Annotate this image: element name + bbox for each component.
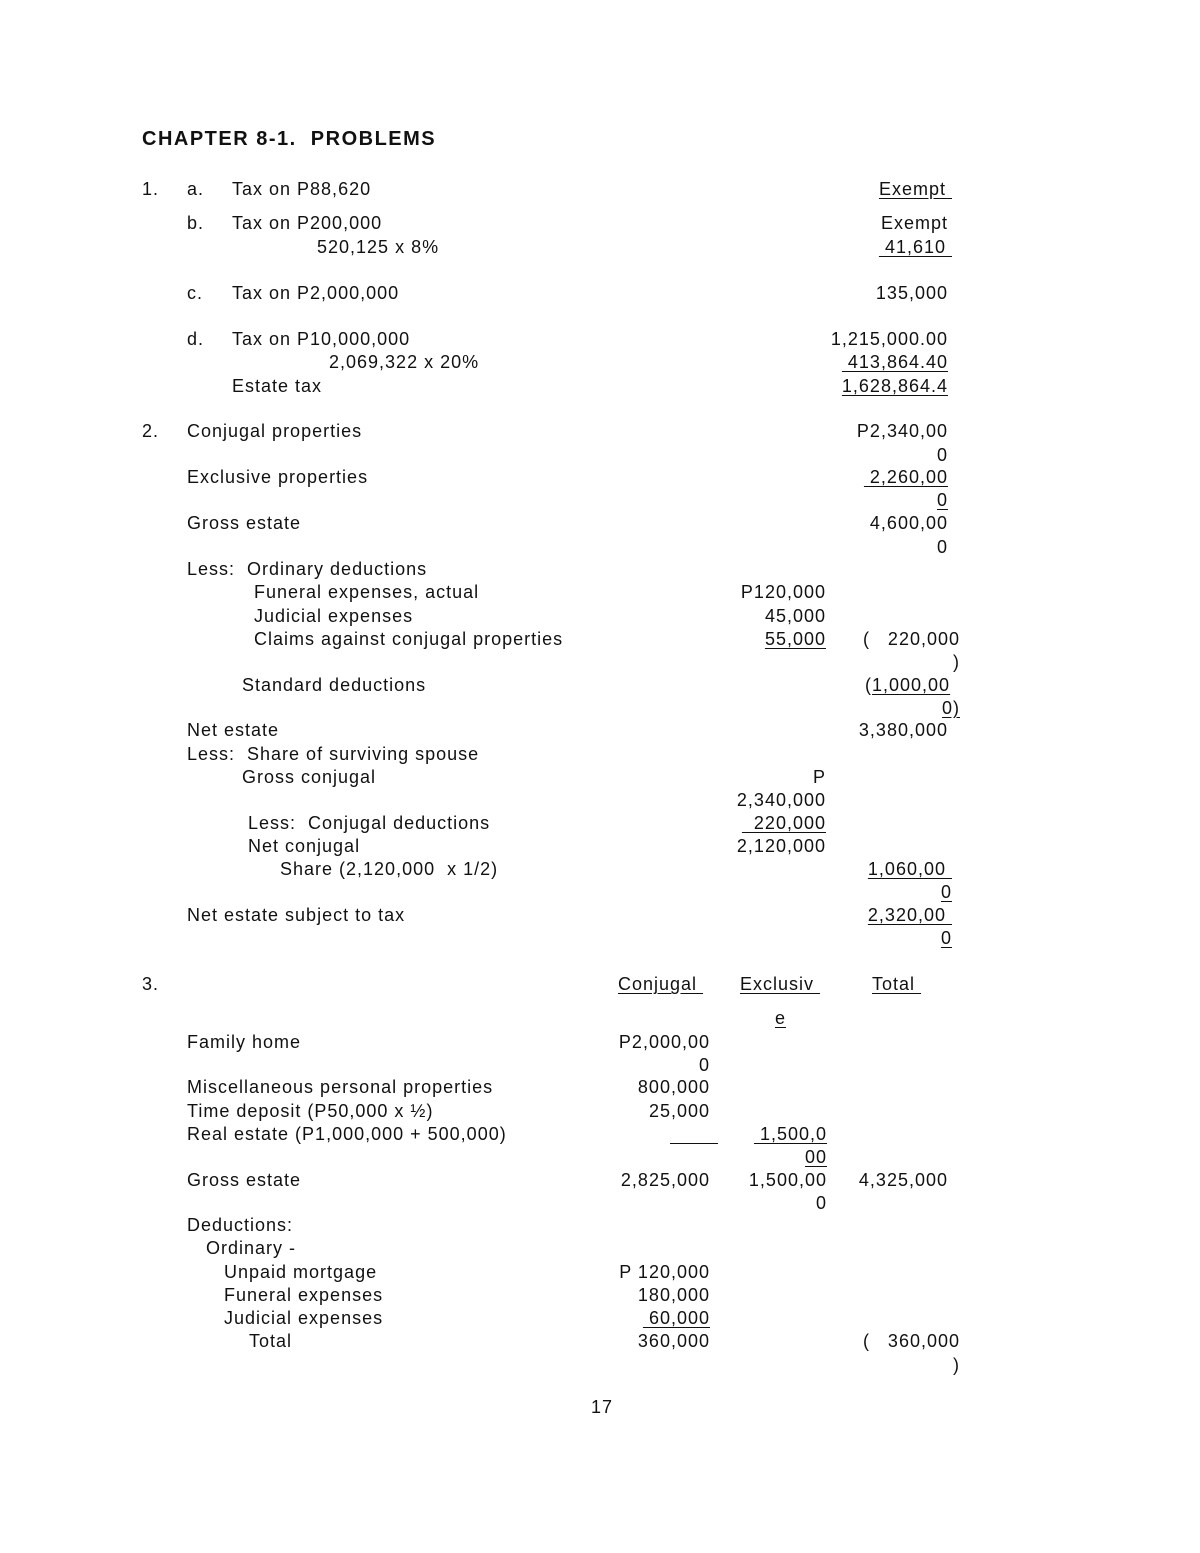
p2-funeral-label: Funeral expenses, actual bbox=[254, 582, 480, 602]
p2-net-conjugal-amount: 2,120,000 bbox=[736, 836, 826, 856]
p3-funeral-conjugal: 180,000 bbox=[637, 1285, 710, 1305]
p3-real-exclusive: 1,500,0 bbox=[753, 1124, 827, 1144]
p3-deductions-label: Deductions: bbox=[187, 1215, 294, 1235]
p2-net-conjugal-label: Net conjugal bbox=[248, 836, 361, 856]
p2-standard-label: Standard deductions bbox=[242, 675, 427, 695]
p1-d-letter: d. bbox=[187, 329, 205, 349]
p2-funeral-amount: P120,000 bbox=[740, 582, 826, 602]
p3-family-label: Family home bbox=[187, 1032, 302, 1052]
p3-total-total: ( 360,000 bbox=[862, 1331, 960, 1351]
p2-standard-paren: ( bbox=[865, 675, 872, 695]
p3-funeral-label: Funeral expenses bbox=[224, 1285, 384, 1305]
p1-d-label: Tax on P10,000,000 bbox=[232, 329, 411, 349]
p3-col-conjugal: Conjugal bbox=[618, 974, 704, 994]
p1-b-letter: b. bbox=[187, 213, 205, 233]
p1-b-amount: Exempt bbox=[880, 213, 948, 233]
p2-claims-label: Claims against conjugal properties bbox=[254, 629, 564, 649]
page-number: 17 bbox=[591, 1397, 614, 1417]
p2-net-amount: 3,380,000 bbox=[858, 720, 948, 740]
p2-conjugal-amount: P2,340,00 bbox=[856, 421, 948, 441]
p1-d-calc-amount: 413,864.40 bbox=[841, 352, 948, 372]
p2-claims-total: ( 220,000 bbox=[862, 629, 960, 649]
p1-d-calc: 2,069,322 x 20% bbox=[329, 352, 480, 372]
p3-real-label: Real estate (P1,000,000 + 500,000) bbox=[187, 1124, 507, 1144]
p2-net-tax-amount-wrap: 0 bbox=[940, 928, 952, 948]
p3-real-conjugal bbox=[670, 1123, 718, 1145]
p3-gross-exclusive-wrap: 0 bbox=[815, 1193, 827, 1213]
p2-net-tax-amount: 2,320,00 bbox=[867, 905, 952, 925]
p2-claims-amount: 55,000 bbox=[764, 629, 826, 649]
p2-judicial-label: Judicial expenses bbox=[254, 606, 414, 626]
p3-mortgage-label: Unpaid mortgage bbox=[224, 1262, 378, 1282]
p1-a-label: Tax on P88,620 bbox=[232, 179, 372, 199]
p1-d-estate-amount: 1,628,864.4 bbox=[841, 376, 948, 396]
p3-col-exclusive-wrap: e bbox=[775, 1008, 787, 1028]
p3-gross-total: 4,325,000 bbox=[858, 1170, 948, 1190]
p3-real-exclusive-wrap: 00 bbox=[804, 1147, 827, 1167]
problem-3-number: 3. bbox=[142, 974, 160, 994]
p3-total-conjugal: 360,000 bbox=[637, 1331, 710, 1351]
p2-gross-label: Gross estate bbox=[187, 513, 302, 533]
p1-c-label: Tax on P2,000,000 bbox=[232, 283, 400, 303]
p2-share-amount-wrap: 0 bbox=[940, 882, 952, 902]
p2-gross-conjugal-label: Gross conjugal bbox=[242, 767, 377, 787]
p1-b-label: Tax on P200,000 bbox=[232, 213, 383, 233]
p3-misc-conjugal: 800,000 bbox=[637, 1077, 710, 1097]
p1-b-calc: 520,125 x 8% bbox=[317, 237, 440, 257]
p1-b-calc-amount: 41,610 bbox=[878, 237, 952, 257]
p2-claims-total-wrap: ) bbox=[953, 652, 960, 672]
p2-standard-value: 1,000,00 bbox=[872, 675, 951, 695]
p1-c-amount: 135,000 bbox=[875, 283, 948, 303]
problem-1-number: 1. bbox=[142, 179, 160, 199]
p2-standard-amount-wrap: 0) bbox=[941, 698, 960, 718]
p2-exclusive-label: Exclusive properties bbox=[187, 467, 369, 487]
p2-judicial-amount: 45,000 bbox=[764, 606, 826, 626]
p2-gross-amount: 4,600,00 bbox=[869, 513, 948, 533]
p2-gross-amount-wrap: 0 bbox=[936, 537, 948, 557]
p2-conjugal-amount-wrap: 0 bbox=[936, 445, 948, 465]
p3-time-label: Time deposit (P50,000 x ½) bbox=[187, 1101, 434, 1121]
p2-conj-ded-label: Less: Conjugal deductions bbox=[248, 813, 491, 833]
p2-exclusive-amount: 2,260,00 bbox=[863, 467, 948, 487]
p3-col-total: Total bbox=[872, 974, 922, 994]
p2-gross-conjugal-amount-wrap: 2,340,000 bbox=[736, 790, 826, 810]
p3-total-label: Total bbox=[249, 1331, 293, 1351]
p3-gross-exclusive: 1,500,00 bbox=[748, 1170, 827, 1190]
p1-d-estate-label: Estate tax bbox=[232, 376, 323, 396]
p2-share-amount: 1,060,00 bbox=[867, 859, 952, 879]
p2-standard-amount bbox=[865, 674, 950, 696]
p2-less-share: Less: Share of surviving spouse bbox=[187, 744, 480, 764]
p3-family-conjugal-wrap: 0 bbox=[698, 1055, 710, 1075]
p2-net-tax-label: Net estate subject to tax bbox=[187, 905, 406, 925]
p3-family-conjugal: P2,000,00 bbox=[618, 1032, 710, 1052]
p3-total-total-wrap: ) bbox=[953, 1355, 960, 1375]
p1-c-letter: c. bbox=[187, 283, 204, 303]
p3-col-exclusive: Exclusiv bbox=[740, 974, 821, 994]
p2-less-ordinary: Less: Ordinary deductions bbox=[187, 559, 428, 579]
chapter-title: CHAPTER 8-1. PROBLEMS bbox=[142, 128, 437, 150]
p3-time-conjugal: 25,000 bbox=[648, 1101, 710, 1121]
problem-2-number: 2. bbox=[142, 421, 160, 441]
p3-mortgage-conjugal: P 120,000 bbox=[619, 1262, 710, 1282]
p2-gross-conjugal-amount: P bbox=[812, 767, 826, 787]
p3-judicial-label: Judicial expenses bbox=[224, 1308, 384, 1328]
p2-exclusive-amount-wrap: 0 bbox=[936, 490, 948, 510]
p1-a-amount: Exempt bbox=[878, 179, 952, 199]
p3-judicial-conjugal: 60,000 bbox=[642, 1308, 710, 1328]
p2-conj-ded-amount: 220,000 bbox=[741, 813, 826, 833]
p1-d-amount: 1,215,000.00 bbox=[830, 329, 948, 349]
p1-a-letter: a. bbox=[187, 179, 205, 199]
p2-share-label: Share (2,120,000 x 1/2) bbox=[280, 859, 499, 879]
p3-misc-label: Miscellaneous personal properties bbox=[187, 1077, 494, 1097]
p2-conjugal-label: Conjugal properties bbox=[187, 421, 363, 441]
p3-ordinary-label: Ordinary - bbox=[206, 1238, 297, 1258]
p3-gross-label: Gross estate bbox=[187, 1170, 302, 1190]
p2-net-label: Net estate bbox=[187, 720, 280, 740]
p3-gross-conjugal: 2,825,000 bbox=[620, 1170, 710, 1190]
